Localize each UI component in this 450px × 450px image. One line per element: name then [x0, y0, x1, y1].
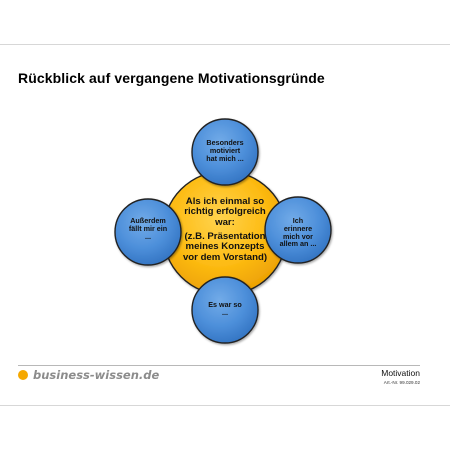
brand-logo-text: business-wissen.de: [33, 368, 160, 382]
center-line-6: vor dem Vorstand): [182, 251, 268, 263]
center-line-5: meines Konzepts: [185, 241, 265, 253]
right-line-2: erinnere: [283, 223, 313, 233]
bottom-line-1: Es war so: [208, 301, 242, 309]
footer-article-number: Art.-Nr. 99.029.02: [383, 380, 420, 385]
center-line-3: war:: [215, 216, 235, 228]
center-line-1: Als ich einmal so: [185, 197, 265, 207]
left-node-text: [120, 217, 176, 240]
right-line-1: Ich: [292, 217, 304, 225]
top-line-2: motiviert: [209, 145, 241, 155]
left-line-1: Außerdem: [130, 217, 166, 225]
bottom-node-text: [197, 301, 253, 317]
right-node-text: [270, 217, 326, 248]
brand-dot-icon: [18, 370, 28, 380]
footer-divider: [18, 365, 420, 366]
slide-title: Rückblick auf vergangene Motivationsgründe: [18, 70, 325, 86]
left-line-3: ...: [145, 231, 151, 241]
center-node-text: [171, 197, 279, 267]
right-line-4: allem an ...: [279, 239, 317, 249]
center-line-4: (z.B. Präsentation: [184, 231, 266, 243]
top-line-1: Besonders: [206, 139, 244, 147]
center-line-2: richtig erfolgreich: [184, 206, 266, 218]
top-node-text: [197, 139, 253, 162]
top-line-3: hat mich ...: [206, 153, 244, 163]
right-line-3: mich vor: [283, 231, 313, 241]
left-line-2: fällt mir ein: [128, 223, 168, 233]
bottom-line-2: ...: [222, 307, 228, 317]
footer-topic: Motivation: [381, 368, 420, 378]
